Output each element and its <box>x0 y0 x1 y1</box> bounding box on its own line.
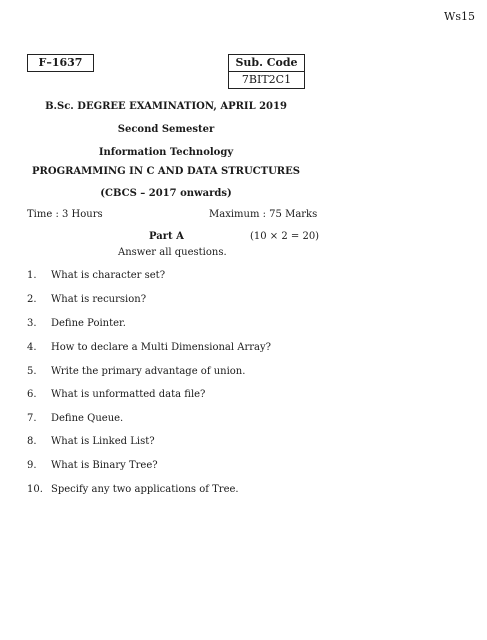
question-number: 5. <box>27 366 37 377</box>
question-text: How to declare a Multi Dimensional Array? <box>51 342 272 353</box>
question-text: Define Pointer. <box>51 318 126 329</box>
exam-scheme: (CBCS – 2017 onwards) <box>100 188 232 199</box>
part-marks: (10 × 2 = 20) <box>250 231 320 242</box>
question-text: What is character set? <box>51 270 166 281</box>
question-number: 2. <box>27 294 37 305</box>
sub-code-box <box>228 54 305 89</box>
question-text: What is Binary Tree? <box>51 460 158 471</box>
question-text: Define Queue. <box>51 413 124 424</box>
exam-semester: Second Semester <box>117 124 215 135</box>
question-text: Specify any two applications of Tree. <box>51 484 239 495</box>
question-number: 7. <box>27 413 37 424</box>
paper-code: F–1637 <box>38 56 83 69</box>
sub-code-value: 7BIT2C1 <box>241 73 292 86</box>
question-text: Write the primary advantage of union. <box>51 366 246 377</box>
part-title: Part A <box>149 231 184 242</box>
time-label: Time : 3 Hours <box>27 209 103 220</box>
question-number: 10. <box>27 484 43 495</box>
max-marks-label: Maximum : 75 Marks <box>209 209 318 220</box>
question-number: 6. <box>27 389 37 400</box>
question-number: 3. <box>27 318 37 329</box>
paper-code-box <box>27 54 94 72</box>
question-number: 1. <box>27 270 37 281</box>
question-number: 8. <box>27 436 37 447</box>
question-text: What is unformatted data file? <box>51 389 206 400</box>
question-number: 9. <box>27 460 37 471</box>
exam-subject: PROGRAMMING IN C AND DATA STRUCTURES <box>32 166 300 177</box>
corner-code: Ws15 <box>444 10 475 23</box>
exam-department: Information Technology <box>98 147 234 158</box>
exam-title: B.Sc. DEGREE EXAMINATION, APRIL 2019 <box>45 101 287 112</box>
part-instruction: Answer all questions. <box>118 247 227 258</box>
question-text: What is recursion? <box>51 294 147 305</box>
sub-code-label: Sub. Code <box>229 55 304 72</box>
question-text: What is Linked List? <box>51 436 155 447</box>
question-number: 4. <box>27 342 37 353</box>
